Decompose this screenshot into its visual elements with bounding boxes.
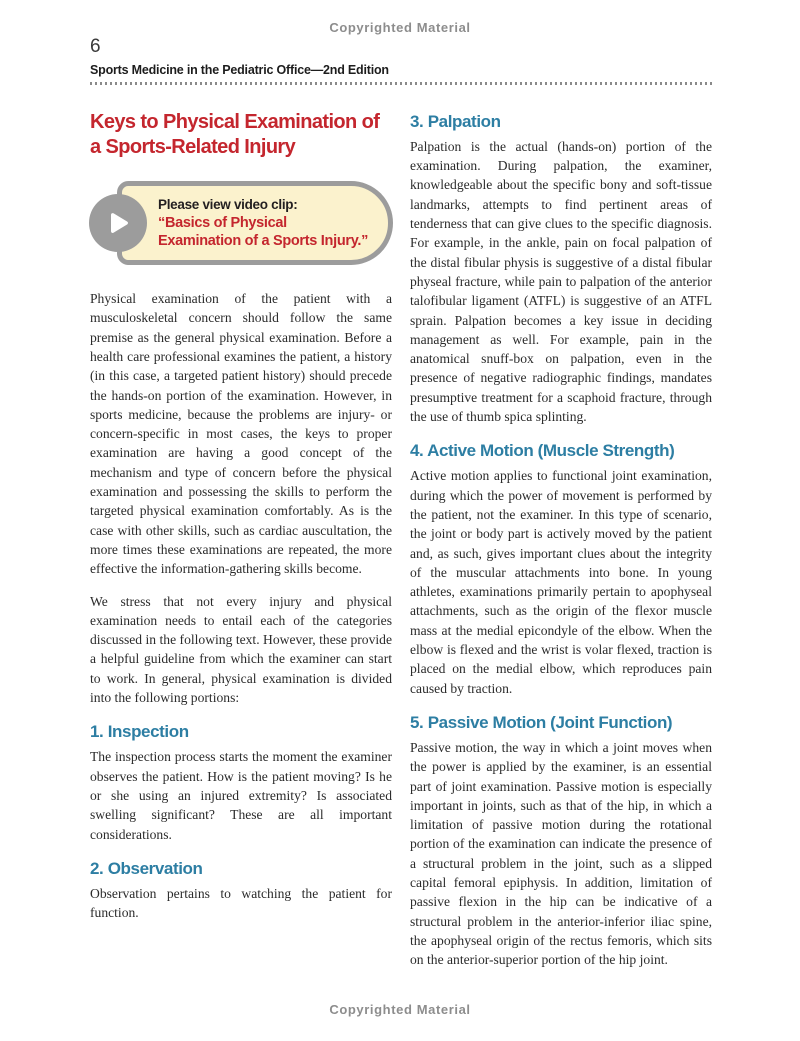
left-column <box>90 110 392 983</box>
section-heading-active-motion: 4. Active Motion (Muscle Strength) <box>410 441 675 461</box>
copyright-footer: Copyrighted Material <box>329 1002 471 1017</box>
section-body-passive-motion: Passive motion, the way in which a joint moves when the power is applied by the examiner, is an essential part of joint examination. Passive motion is especially important in joints, such as that of the hip, in which a limitation of passive motion during the rotational portion of the examination can indicate the presence of a structural problem in the joint, such as a slipped capital femoral epiphysis. In addition, limitation of passive flexion in the hip can be indicative of a structural problem in the anterior-inferior iliac spine, the apophyseal origin of the rectus femoris, which sits on the anterior-superior portion of the hip joint. <box>410 739 712 968</box>
section-heading-inspection: 1. Inspection <box>90 722 189 742</box>
section-body-active-motion: Active motion applies to functional joint examination, during which the power of movement is performed by the patient, not the examiner. In this type of scenario, the joint or body part is actively moved by the patient and, as such, gives important clues about the integrity of the muscular attachments into bone. In young athletes, examinations primarily pertain to apophyseal attachments, such as the origin of the flexor muscle mass at the medial epicondyle of the elbow. When the elbow is flexed and the wrist is volar flexed, traction is placed on the medial elbow, which reproduces pain caused by traction. <box>410 468 712 696</box>
section-heading-palpation: 3. Palpation <box>410 111 501 131</box>
dotted-divider <box>90 82 712 85</box>
page-number: 6 <box>90 36 101 57</box>
page-content <box>90 37 712 982</box>
section-body-observation: Observation pertains to watching the patient for function. <box>90 885 392 921</box>
article-title: Keys to Physical Examination of a Sports-Related Injury <box>90 110 380 159</box>
intro-paragraph: We stress that not every injury and physical examination needs to entail each of the categories discussed in the following text. However, these provide a helpful guideline from which the examiner can start to work. In general, physical examination is divided into the following portions: <box>90 593 392 706</box>
section-heading-passive-motion: 5. Passive Motion (Joint Function) <box>410 712 673 732</box>
book-title: Sports Medicine in the Pediatric Office—2nd Edition <box>90 62 389 77</box>
section-body-palpation: Palpation is the actual (hands-on) portion of the examination. During palpation, the examiner, knowledgeable about the specific bony and soft-tissue landmarks, attempts to find pertinent areas of tenderness that can give clues to the specific diagnosis. For example, in the ankle, pain on focal palpation of the distal fibular physis is suggestive of a distal fibular physeal fracture, while pain to palpation of the anterior talofibular ligament (ATFL) is suggestive of an ATFL sprain. Palpation becomes a key issue in deciding management as well. For example, pain in the anatomical snuff-box on palpation, even in the presence of negative radiographic findings, mandates presumptive treatment for a scaphoid fracture, through the use of thumb spica splinting. <box>410 138 712 425</box>
video-callout <box>117 181 393 265</box>
two-column-layout <box>90 110 712 983</box>
section-body-inspection: The inspection process starts the moment the examiner observes the patient. How is the patient moving? Is he or she using an injured extremity? Is associated swelling significant? These are all important considerations. <box>90 749 392 842</box>
section-heading-observation: 2. Observation <box>90 858 203 878</box>
intro-paragraph: Physical examination of the patient with a musculoskeletal concern should follow the same premise as the general physical examination. Before a health care professional examines the patient, a history (in this case, a targeted patient history) should precede the hands-on portion of the examination. However, in sports medicine, because the problems are injury- or concern-specific in most cases, the keys to proper examination are having a good concept of the mechanism and type of concern before the physical examination and possessing the skills to perform the targeted physical examination comfortably. As is the case with other skills, such as cardiac auscultation, the more times these examinations are repeated, the more effective the information-gathering skills become. <box>90 291 392 577</box>
callout-prompt: Please view video clip: <box>158 196 298 212</box>
callout-video-title: “Basics of Physical Examination of a Sports Injury.” <box>158 215 369 250</box>
play-icon <box>89 194 147 252</box>
copyright-header: Copyrighted Material <box>329 20 471 35</box>
right-column <box>410 110 712 983</box>
